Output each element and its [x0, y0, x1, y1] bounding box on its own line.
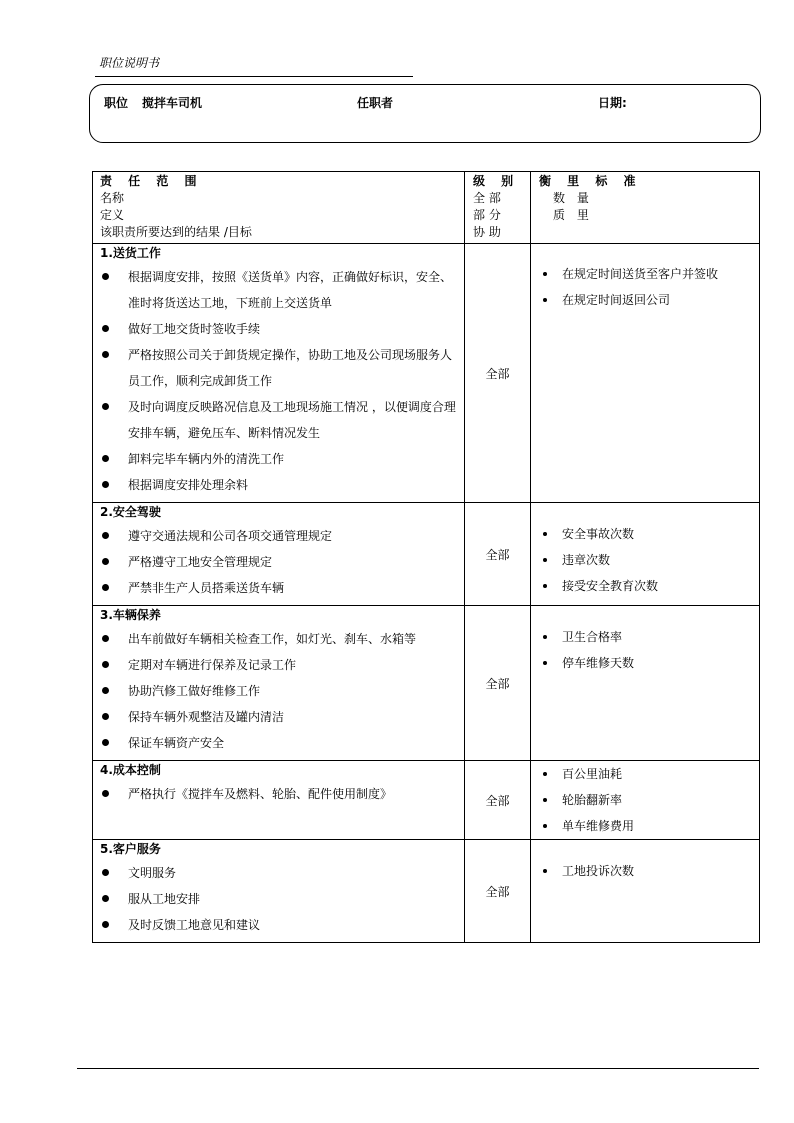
standard-title: 衡 里 标 准 — [539, 174, 642, 188]
level-assist: 协 助 — [473, 225, 501, 239]
table-header-row — [93, 172, 760, 244]
list-item: 严禁非生产人员搭乘送货车辆 — [93, 575, 458, 601]
section-title: 3.车辆保养 — [100, 608, 161, 622]
section-title: 4.成本控制 — [100, 763, 161, 777]
bullet-icon — [102, 532, 109, 539]
section-row-maintenance — [93, 606, 760, 761]
bullet-icon — [543, 635, 547, 639]
standard-item: 违章次数 — [531, 547, 755, 573]
level-cell: 全部 — [465, 761, 531, 840]
standard-item: 停车维修天数 — [531, 650, 755, 676]
bullet-icon — [102, 869, 109, 876]
standard-cell — [531, 244, 760, 503]
bullet-icon — [543, 298, 547, 302]
standard-item: 安全事故次数 — [531, 521, 755, 547]
level-title: 级 别 — [473, 174, 520, 188]
list-item: 严格按照公司关于卸货规定操作，协助工地及公司现场服务人员工作，顺利完成卸货工作 — [93, 342, 458, 394]
level-cell: 全部 — [465, 606, 531, 761]
section-row-customer — [93, 840, 760, 943]
standard-header-cell — [531, 172, 760, 244]
scope-name-label: 名称 — [100, 191, 125, 205]
standard-quality: 质 里 — [553, 208, 593, 222]
bullet-icon — [102, 558, 109, 565]
document-title: 职位说明书 — [99, 56, 160, 70]
standard-item: 在规定时间返回公司 — [531, 287, 755, 313]
standard-item: 接受安全教育次数 — [531, 573, 755, 599]
list-item: 严格执行《搅拌车及燃料、轮胎、配件使用制度》 — [93, 781, 458, 807]
list-item: 定期对车辆进行保养及记录工作 — [93, 652, 458, 678]
section-row-delivery — [93, 244, 760, 503]
standard-cell — [531, 761, 760, 840]
section-cell — [93, 761, 465, 840]
section-title: 5.客户服务 — [100, 842, 161, 856]
responsibility-table — [92, 171, 760, 943]
list-item: 服从工地安排 — [93, 886, 458, 912]
standard-item: 轮胎翻新率 — [531, 787, 755, 813]
standard-qty: 数 量 — [553, 191, 593, 205]
bullet-icon — [543, 532, 547, 536]
standard-item: 卫生合格率 — [531, 624, 755, 650]
scope-header-cell — [93, 172, 465, 244]
position-info-box — [89, 84, 761, 143]
section-title: 2.安全驾驶 — [100, 505, 161, 519]
list-item: 出车前做好车辆相关检查工作，如灯光、刹车、水箱等 — [93, 626, 458, 652]
standard-item: 工地投诉次数 — [531, 858, 755, 884]
section-cell — [93, 503, 465, 606]
bullet-icon — [543, 824, 547, 828]
position-value: 搅拌车司机 — [142, 96, 203, 110]
bullet-icon — [102, 921, 109, 928]
section-row-safety — [93, 503, 760, 606]
bullet-icon — [543, 869, 547, 873]
bullet-icon — [543, 558, 547, 562]
level-cell: 全部 — [465, 503, 531, 606]
level-cell: 全部 — [465, 840, 531, 943]
standard-cell — [531, 606, 760, 761]
level-part: 部 分 — [473, 208, 501, 222]
list-item: 保证车辆资产安全 — [93, 730, 458, 756]
bullet-icon — [102, 455, 109, 462]
list-item: 根据调度安排，按照《送货单》内容，正确做好标识，安全、准时将货送达工地，下班前上交送货单 — [93, 264, 458, 316]
standard-item: 在规定时间送货至客户并签收 — [531, 261, 755, 287]
bullet-icon — [543, 272, 547, 276]
date-label: 日期: — [598, 96, 627, 110]
bullet-icon — [102, 481, 109, 488]
list-item: 严格遵守工地安全管理规定 — [93, 549, 458, 575]
section-title: 1.送货工作 — [100, 246, 161, 260]
list-item: 及时反馈工地意见和建议 — [93, 912, 458, 938]
bullet-icon — [102, 325, 109, 332]
standard-cell — [531, 840, 760, 943]
scope-goal-label: 该职责所要达到的结果 /目标 — [100, 225, 252, 239]
list-item: 根据调度安排处理余料 — [93, 472, 458, 498]
standard-cell — [531, 503, 760, 606]
section-cell — [93, 606, 465, 761]
bullet-icon — [102, 351, 109, 358]
bullet-icon — [102, 895, 109, 902]
bullet-icon — [102, 273, 109, 280]
list-item: 保持车辆外观整洁及罐内清洁 — [93, 704, 458, 730]
bullet-icon — [102, 713, 109, 720]
standard-item: 百公里油耗 — [531, 761, 755, 787]
bullet-icon — [102, 635, 109, 642]
scope-title: 责 任 范 围 — [100, 174, 203, 188]
bullet-icon — [102, 687, 109, 694]
scope-def-label: 定义 — [100, 208, 125, 222]
bullet-icon — [102, 790, 109, 797]
list-item: 文明服务 — [93, 860, 458, 886]
bullet-icon — [543, 584, 547, 588]
list-item: 卸料完毕车辆内外的清洗工作 — [93, 446, 458, 472]
list-item: 及时向调度反映路况信息及工地现场施工情况 ，以便调度合理安排车辆，避免压车、断料情况发生 — [93, 394, 458, 446]
list-item: 协助汽修工做好维修工作 — [93, 678, 458, 704]
section-cell — [93, 840, 465, 943]
level-cell: 全部 — [465, 244, 531, 503]
standard-item: 单车维修费用 — [531, 813, 755, 839]
title-underline — [95, 76, 413, 77]
bullet-icon — [543, 798, 547, 802]
bullet-icon — [102, 403, 109, 410]
list-item: 遵守交通法规和公司各项交通管理规定 — [93, 523, 458, 549]
bullet-icon — [543, 661, 547, 665]
position-label: 职位 — [104, 96, 129, 110]
bullet-icon — [102, 584, 109, 591]
bullet-icon — [543, 772, 547, 776]
bullet-icon — [102, 739, 109, 746]
level-header-cell — [465, 172, 531, 244]
bullet-icon — [102, 661, 109, 668]
footer-rule — [77, 1068, 759, 1069]
list-item: 做好工地交货时签收手续 — [93, 316, 458, 342]
section-row-cost — [93, 761, 760, 840]
holder-label: 任职者 — [357, 96, 394, 110]
section-cell — [93, 244, 465, 503]
level-all: 全 部 — [473, 191, 501, 205]
